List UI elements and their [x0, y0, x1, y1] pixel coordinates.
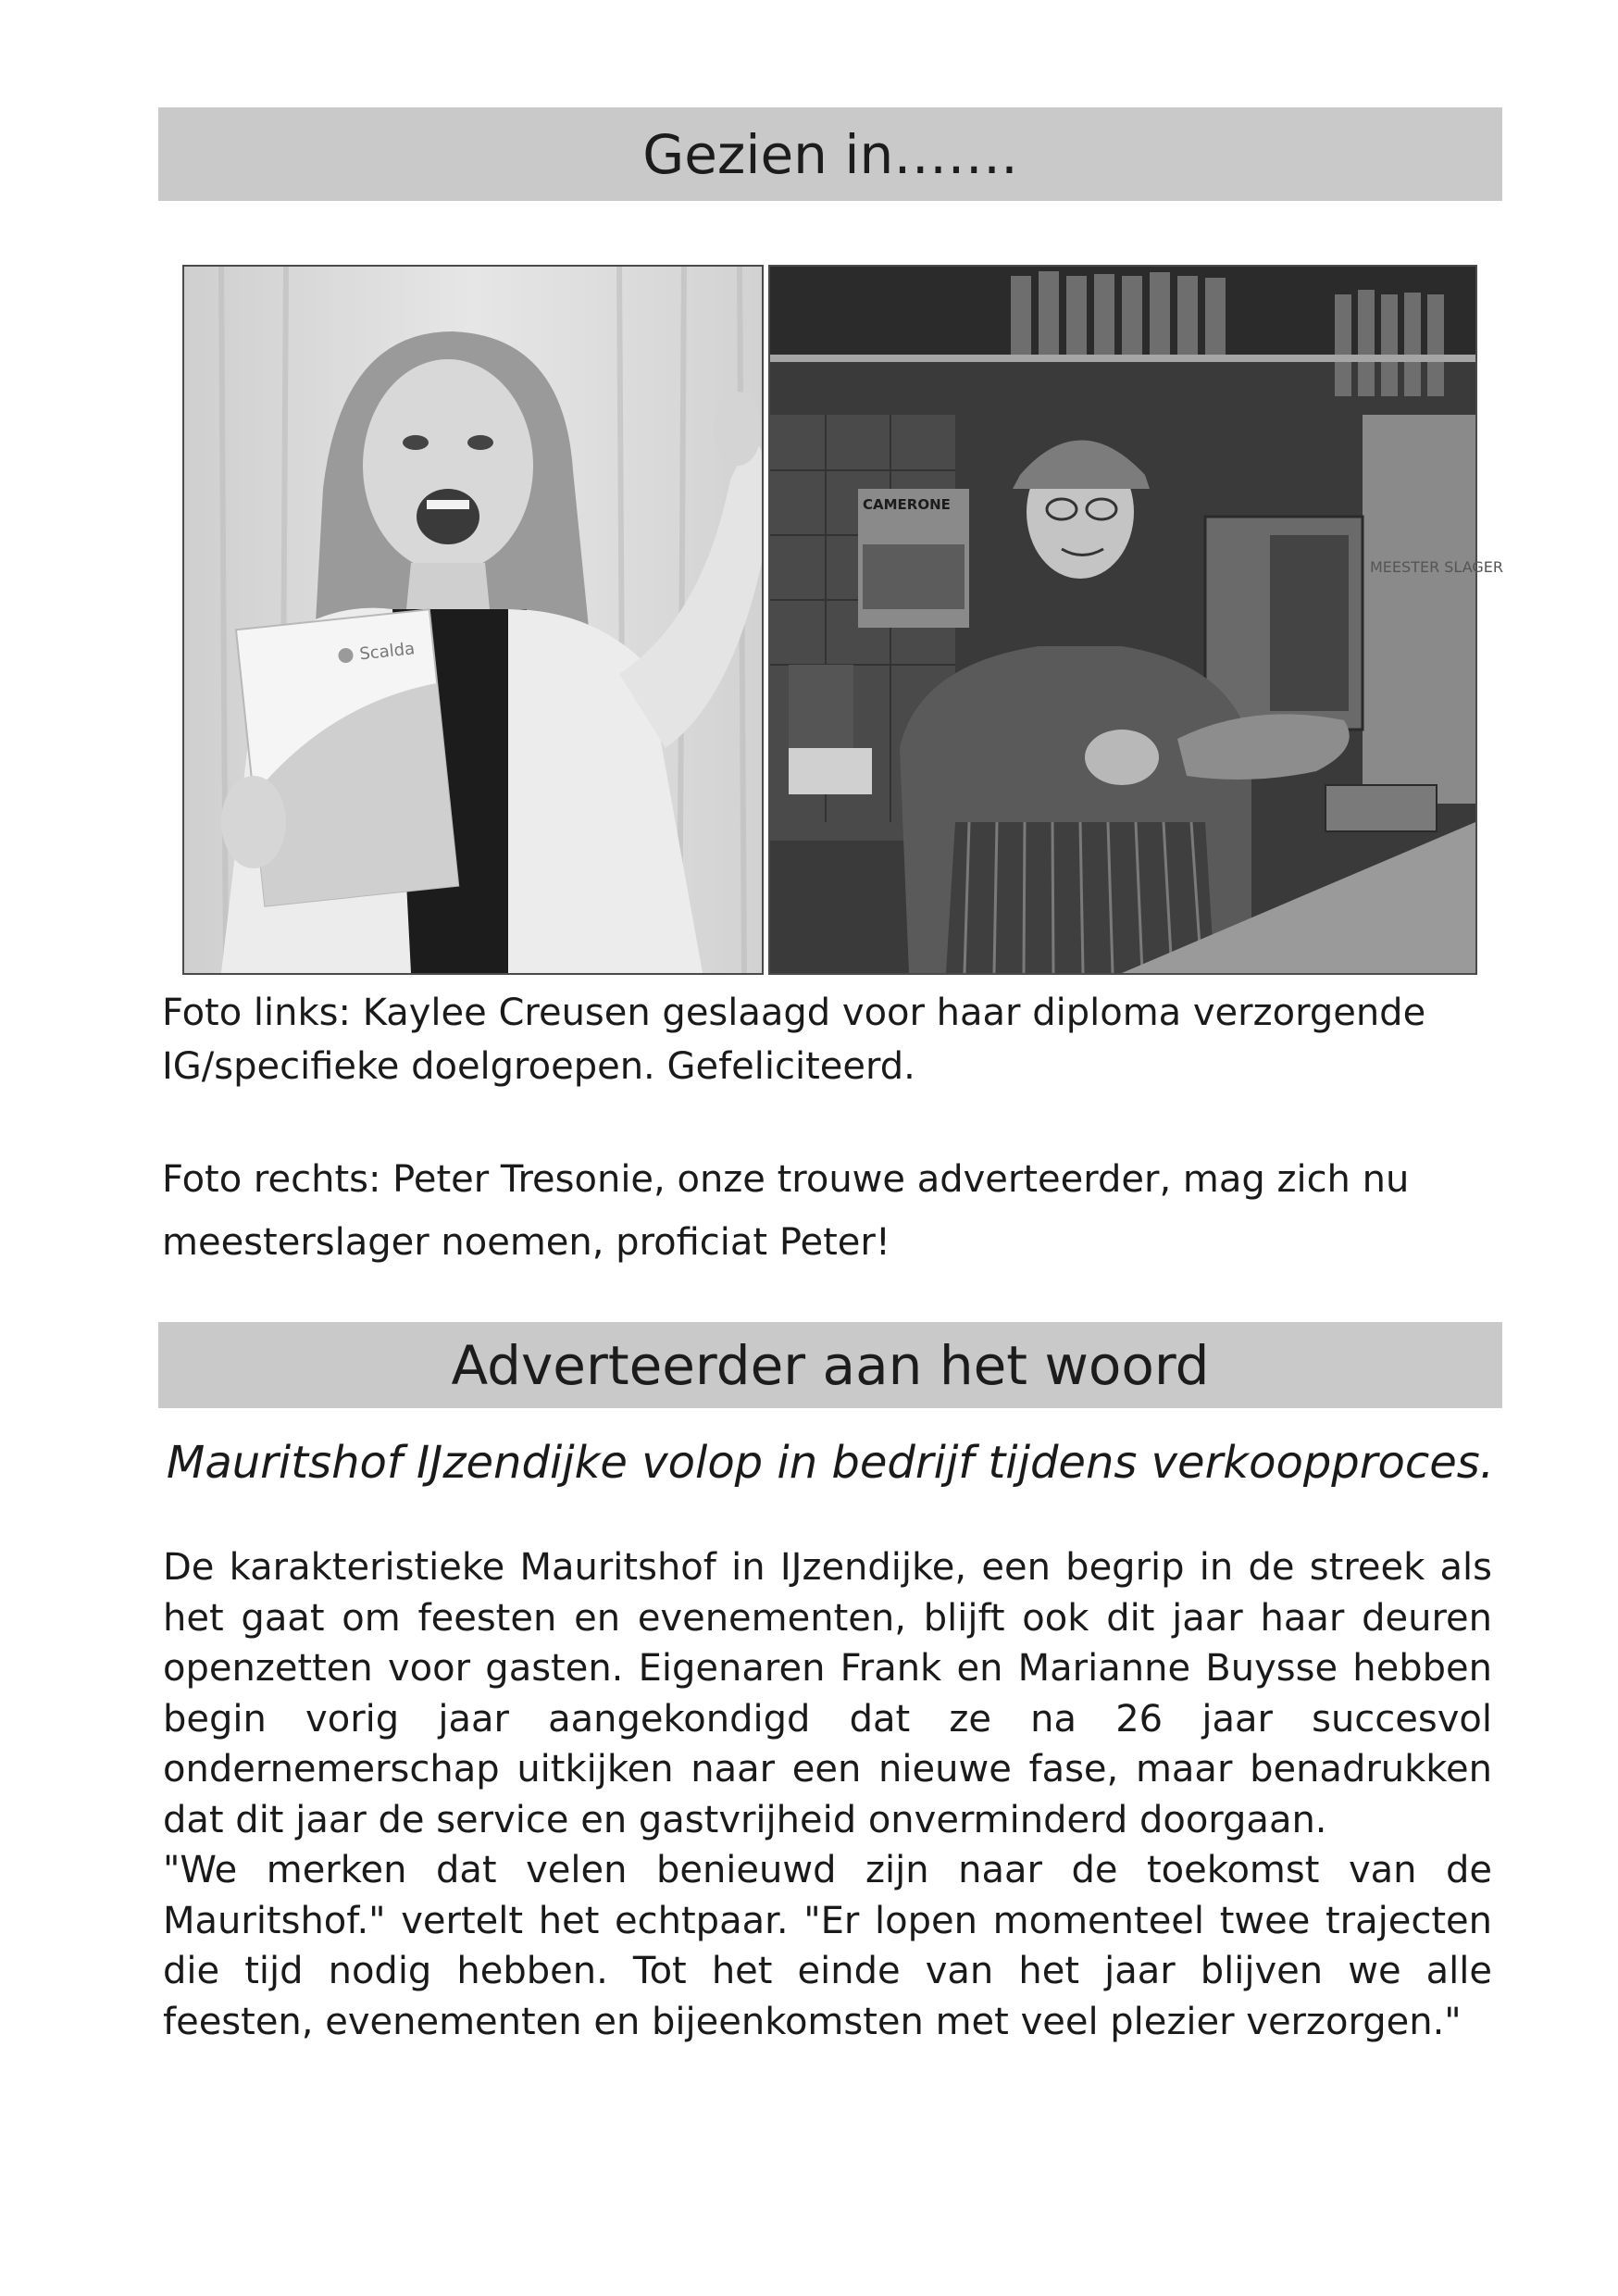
section-heading-gezien [158, 107, 1502, 201]
graduate-photo-illustration [184, 267, 762, 973]
folder-logo-text: Scalda [358, 639, 417, 665]
article-subtitle: Mauritshof IJzendijke volop in bedrijf tijdens verkoopproces. [166, 1437, 1495, 1489]
article-body [163, 1542, 1492, 2047]
article-paragraph-2: "We merken dat velen benieuwd zijn naar de toekomst van de Mauritshof." vertelt het echtpaar. "Er lopen momenteel twee trajecten die tijd nodig hebben. Tot het einde van het jaar blijven we alle feesten, evenementen en bijeenkomsten met veel plezier verzorgen." [163, 1849, 1492, 2043]
caption-left-photo: Foto links: Kaylee Creusen geslaagd voor haar diploma verzorgende IG/specifieke doelgroepen. Gefeliciteerd. [162, 992, 1426, 1088]
photo-right-butcher [768, 265, 1503, 975]
photo-left-graduate [182, 265, 764, 975]
caption-right-photo: Foto rechts: Peter Tresonie, onze trouwe adverteerder, mag zich nu meesterslager noemen, proficiat Peter! [162, 1158, 1410, 1264]
poster-text: CAMERONE [863, 496, 951, 513]
butcher-photo-illustration [770, 267, 1503, 973]
section-heading-text: Gezien in……. [642, 122, 1018, 186]
section-heading-text: Adverteerder aan het woord [451, 1333, 1210, 1397]
section-heading-adverteerder [158, 1322, 1502, 1408]
article-paragraph-1: De karakteristieke Mauritshof in IJzendijke, een begrip in de streek als het gaat om feesten en evenementen, blijft ook dit jaar haar deuren openzetten voor gasten. Eigenaren Frank en Marianne Buysse hebben begin vorig jaar aangekondigd dat ze na 26 jaar succesvol ondernemerschap uitkijken naar een nieuwe fase, maar benadrukken dat dit jaar de service en gastvrijheid onverminderd doorgaan. [163, 1546, 1492, 1841]
wall-logo-text: MEESTER SLAGER [1370, 558, 1503, 576]
